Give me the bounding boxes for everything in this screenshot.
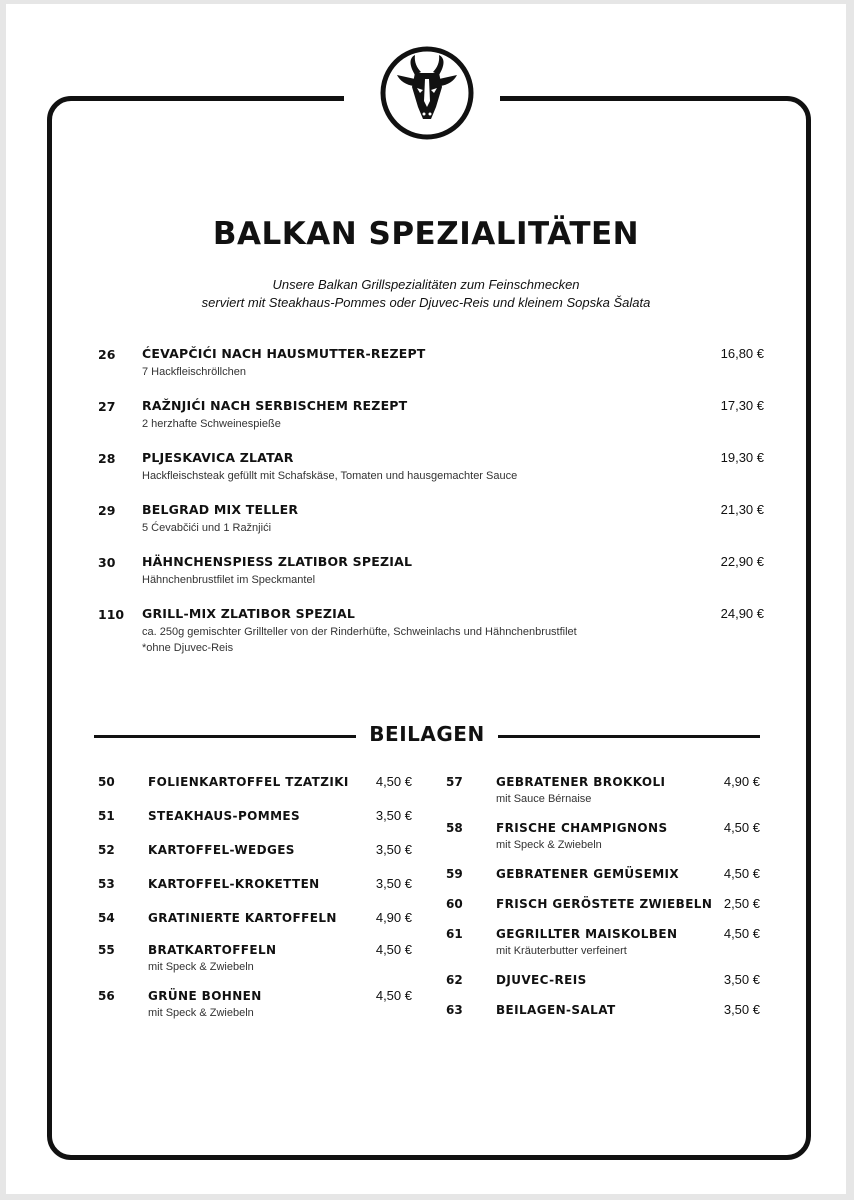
section-divider [94, 722, 760, 752]
item-name: FOLIENKARTOFFEL TZATZIKI [148, 775, 349, 789]
side-item [98, 774, 412, 808]
side-item [446, 1002, 760, 1032]
side-item [98, 842, 412, 876]
item-number: 60 [446, 897, 463, 911]
item-number: 26 [98, 347, 116, 362]
item-name: GEBRATENER GEMÜSEMIX [496, 867, 680, 881]
item-number: 61 [446, 927, 463, 941]
item-name: KARTOFFEL-KROKETTEN [148, 877, 320, 891]
item-name: FRISCHE CHAMPIGNONS [496, 821, 668, 835]
item-description: Hähnchenbrustfilet im Speckmantel [142, 574, 316, 586]
sides-right-column [446, 774, 760, 1032]
subtitle-line: Unsere Balkan Grillspezialitäten zum Feinschmecken [272, 277, 580, 292]
side-item [446, 774, 760, 820]
menu-item [98, 398, 764, 432]
item-price: 3,50 € [375, 842, 412, 857]
item-name: GEGRILLTER MAISKOLBEN [496, 927, 678, 941]
item-price: 3,50 € [375, 808, 412, 823]
menu-item [98, 346, 764, 380]
page-subtitle [6, 276, 846, 312]
side-item [98, 910, 412, 942]
item-price: 22,90 € [720, 554, 764, 569]
item-price: 21,30 € [720, 502, 764, 517]
item-description: mit Speck & Zwiebeln [496, 839, 602, 851]
item-price: 4,50 € [723, 926, 760, 941]
item-number: 62 [446, 973, 463, 987]
item-description: mit Sauce Bérnaise [496, 793, 592, 805]
item-name: GEBRATENER BROKKOLI [496, 775, 666, 789]
side-item [98, 942, 412, 988]
specials-list [98, 346, 764, 674]
item-number: 28 [98, 451, 116, 466]
item-description: 7 Hackfleischröllchen [142, 366, 246, 378]
item-name: DJUVEC-REIS [496, 973, 587, 987]
menu-item [98, 450, 764, 484]
item-number: 54 [98, 911, 115, 925]
page-title: BALKAN SPEZIALITÄTEN [212, 216, 640, 252]
item-description: mit Speck & Zwiebeln [148, 1007, 254, 1019]
item-number: 110 [98, 607, 125, 622]
item-number: 30 [98, 555, 116, 570]
item-name: FRISCH GERÖSTETE ZWIEBELN [496, 897, 713, 911]
side-item [446, 866, 760, 896]
item-price: 4,50 € [723, 820, 760, 835]
item-price: 4,50 € [375, 988, 412, 1003]
item-number: 29 [98, 503, 116, 518]
side-item [98, 988, 412, 1034]
item-number: 53 [98, 877, 115, 891]
menu-page [6, 4, 846, 1194]
item-description: mit Speck & Zwiebeln [148, 961, 254, 973]
section-title: BEILAGEN [369, 722, 485, 746]
item-price: 16,80 € [720, 346, 764, 361]
item-price: 3,50 € [375, 876, 412, 891]
subtitle-line: serviert mit Steakhaus-Pommes oder Djuvec-Reis und kleinem Sopska Šalata [201, 295, 651, 310]
item-price: 24,90 € [720, 606, 764, 621]
side-item [98, 808, 412, 842]
side-item [446, 820, 760, 866]
item-description: Hackfleischsteak gefüllt mit Schafskäse, Tomaten und hausgemachter Sauce [142, 470, 518, 482]
item-number: 55 [98, 943, 115, 957]
item-name: PLJESKAVICA ZLATAR [142, 450, 294, 465]
item-number: 58 [446, 821, 463, 835]
item-price: 4,90 € [723, 774, 760, 789]
item-description: mit Kräuterbutter verfeinert [496, 945, 627, 957]
item-name: BRATKARTOFFELN [148, 943, 277, 957]
item-price: 17,30 € [720, 398, 764, 413]
item-price: 3,50 € [723, 972, 760, 987]
item-number: 50 [98, 775, 115, 789]
sides-left-column [98, 774, 412, 1034]
menu-item [98, 554, 764, 588]
item-price: 4,50 € [375, 942, 412, 957]
item-name: BELGRAD MIX TELLER [142, 502, 299, 517]
item-price: 19,30 € [720, 450, 764, 465]
item-name: KARTOFFEL-WEDGES [148, 843, 295, 857]
item-price: 4,90 € [375, 910, 412, 925]
item-price: 2,50 € [723, 896, 760, 911]
item-number: 59 [446, 867, 463, 881]
item-description: ca. 250g gemischter Grillteller von der Rinderhüfte, Schweinlachs und Hähnchenbrustfilet [142, 626, 577, 638]
item-name: BEILAGEN-SALAT [496, 1003, 616, 1017]
item-note: *ohne Djuvec-Reis [142, 642, 234, 654]
item-description: 2 herzhafte Schweinespieße [142, 418, 281, 430]
side-item [446, 926, 760, 972]
item-number: 63 [446, 1003, 463, 1017]
item-name: GRILL-MIX ZLATIBOR SPEZIAL [142, 606, 356, 621]
menu-item [98, 502, 764, 536]
side-item [446, 896, 760, 926]
item-name: GRATINIERTE KARTOFFELN [148, 911, 337, 925]
item-price: 4,50 € [375, 774, 412, 789]
item-price: 4,50 € [723, 866, 760, 881]
item-name: RAŽNJIĆI NACH SERBISCHEM REZEPT [142, 398, 408, 413]
menu-item [98, 606, 764, 656]
item-name: GRÜNE BOHNEN [148, 989, 262, 1003]
item-number: 56 [98, 989, 115, 1003]
item-name: STEAKHAUS-POMMES [148, 809, 301, 823]
item-price: 3,50 € [723, 1002, 760, 1017]
goat-head-icon [379, 45, 475, 141]
item-number: 57 [446, 775, 463, 789]
item-number: 51 [98, 809, 115, 823]
side-item [98, 876, 412, 910]
item-number: 27 [98, 399, 116, 414]
item-name: HÄHNCHENSPIESS ZLATIBOR SPEZIAL [142, 554, 413, 569]
side-item [446, 972, 760, 1002]
item-description: 5 Ćevabčići und 1 Ražnjići [142, 522, 272, 534]
item-number: 52 [98, 843, 115, 857]
item-name: ĆEVAPČIĆI NACH HAUSMUTTER-REZEPT [142, 346, 426, 361]
